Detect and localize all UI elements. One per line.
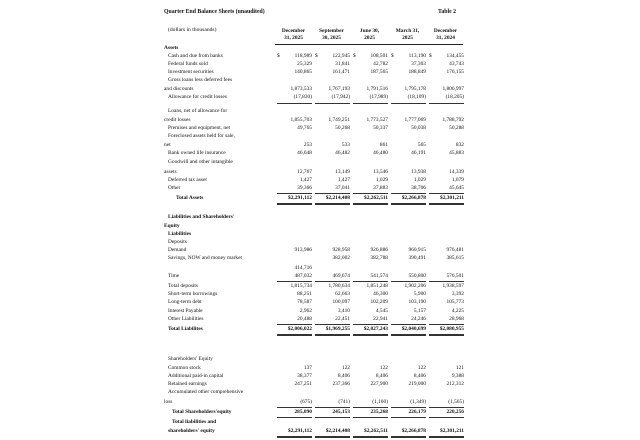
underline: [315, 407, 350, 408]
section-heading-assets: [164, 46, 466, 53]
table-row-net-loans-label: [164, 109, 466, 116]
cell-value: (17,830): [293, 94, 312, 100]
underline: [353, 407, 388, 408]
cell-value: 20,488: [297, 316, 312, 322]
underline: [315, 324, 350, 325]
currency-symbol: $: [353, 53, 356, 59]
cell-value: $2,040,699: [401, 326, 426, 332]
cell-value: [275, 54, 312, 59]
cell-value: (1,565): [448, 399, 464, 405]
row-label: Total Shareholders'equity: [172, 409, 232, 415]
row-label: Additional paid-in capital: [168, 373, 224, 379]
row-label: net: [164, 142, 171, 148]
cell-value: 88,251: [297, 291, 312, 297]
cell-value: 103,190: [408, 299, 426, 305]
text: 118,989: [294, 53, 312, 59]
table-row-cash: [164, 54, 466, 61]
underline: [429, 281, 464, 282]
cell-value: 1,029: [375, 177, 388, 183]
cell-value: 121: [455, 365, 464, 371]
cell-value: 1,773,527: [366, 117, 388, 123]
cell-value: 2,962: [299, 308, 312, 314]
cell-value: $2,027,243: [363, 326, 388, 332]
table-row-st-borrowings: [164, 292, 466, 299]
cell-value: 1,806,997: [442, 86, 464, 92]
underline: [315, 193, 350, 194]
title-row: [164, 10, 466, 18]
cell-value: 13,546: [373, 169, 388, 175]
table-row-savings-overflow: [164, 266, 466, 273]
section-heading-deposits: [164, 240, 466, 247]
cell-value: $2,266,878: [401, 195, 426, 201]
underline: [277, 193, 312, 194]
cell-value: 1,902,206: [404, 283, 426, 289]
cell-value: 188,849: [408, 69, 426, 75]
cell-value: 487,032: [294, 273, 312, 279]
cell-value: 12,767: [297, 169, 312, 175]
table-row-deferred-tax: [164, 178, 466, 185]
cell-value: 390,491: [408, 255, 426, 261]
cell-value: 212,312: [446, 381, 464, 387]
cell-value: 1,749,251: [328, 117, 350, 123]
cell-value: 50,337: [373, 125, 388, 131]
currency-symbol: $: [429, 53, 432, 59]
cell-value: 46,300: [373, 291, 388, 297]
cell-value: 24,246: [411, 316, 426, 322]
cell-value: 960,915: [408, 247, 426, 253]
underline: [391, 324, 426, 325]
row-label: Total liabilities and: [172, 419, 217, 425]
row-label: Gross loans less deferred fees: [168, 77, 233, 83]
row-label: Interest Payable: [168, 308, 203, 314]
table-row-interest-payable: [164, 309, 466, 316]
column-header: [164, 28, 466, 44]
row-label: Total deposits: [168, 283, 199, 289]
double-underline: [353, 334, 388, 336]
cell-value: 46,480: [373, 150, 388, 156]
text: 31, 2024: [436, 35, 455, 41]
cell-value: $2,262,511: [364, 428, 388, 434]
cell-value: (675): [300, 399, 312, 405]
cell-value: (1,160): [372, 399, 388, 405]
cell-value: (18,109): [407, 94, 426, 100]
double-underline: [353, 436, 388, 438]
cell-value: 1,938,597: [442, 283, 464, 289]
cell-value: $2,214,408: [325, 428, 350, 434]
cell-value: 861: [379, 142, 388, 148]
row-label: Other Liabilities: [168, 316, 204, 322]
text: 2025: [364, 35, 375, 41]
underline: [277, 281, 312, 282]
cell-value: 9,388: [451, 373, 464, 379]
cell-value: 926,886: [370, 247, 388, 253]
cell-value: [313, 54, 350, 59]
table-row-savings: [164, 256, 466, 263]
text: March 31,: [395, 28, 420, 34]
cell-value: 105,773: [446, 299, 464, 305]
cell-value: 237,366: [332, 381, 350, 387]
text: 30, 2025: [322, 35, 341, 41]
table-row-goodwill-label: [164, 160, 466, 167]
text: December: [281, 28, 306, 34]
text: June 30,: [359, 28, 380, 34]
text: 122,945: [332, 53, 350, 59]
column-header-sep-2025: [313, 28, 350, 42]
cell-value: 46,482: [335, 150, 350, 156]
row-label: Long-term debt: [168, 299, 202, 305]
table-row-fed-funds: [164, 62, 466, 69]
table-row-aoci: [164, 400, 466, 407]
double-underline: [277, 334, 312, 336]
section-heading-liabilities: [164, 232, 466, 239]
cell-value: 22,941: [373, 316, 388, 322]
cell-value: $2,006,022: [287, 326, 312, 332]
cell-value: 541,574: [370, 273, 388, 279]
double-underline: [315, 334, 350, 336]
table-row-demand: [164, 248, 466, 255]
row-label: Liabilities: [168, 231, 192, 237]
row-label: Bank owned life insurance: [168, 150, 226, 156]
underline: [391, 407, 426, 408]
cell-value: 161,471: [332, 69, 350, 75]
row-label: Investment securities: [168, 69, 214, 75]
row-label: Time: [168, 273, 180, 279]
cell-value: 5,900: [413, 291, 426, 297]
table-row-goodwill: [164, 170, 466, 177]
cell-value: 1,855,703: [290, 117, 312, 123]
underline: [315, 417, 350, 418]
text: 113,190: [408, 53, 426, 59]
cell-value: 1,427: [299, 177, 312, 183]
row-label: Other: [168, 185, 181, 191]
double-underline: [429, 203, 464, 205]
double-underline: [391, 436, 426, 438]
double-underline: [353, 203, 388, 205]
cell-value: 122: [417, 365, 426, 371]
table-row-premises: [164, 126, 466, 133]
cell-value: 235,268: [370, 409, 388, 415]
table-row-time: [164, 274, 466, 281]
cell-value: $2,301,211: [440, 428, 464, 434]
table-row-total-le: [164, 429, 466, 436]
cell-value: 382,002: [332, 255, 350, 261]
row-label: Cash and due from banks: [168, 53, 223, 59]
cell-value: 4,545: [375, 308, 388, 314]
currency-symbol: $: [315, 53, 318, 59]
table-row-common-stock: [164, 366, 466, 373]
cell-value: 122: [341, 365, 350, 371]
row-label: Goodwill and other intangible: [168, 159, 233, 165]
text: September: [319, 28, 344, 34]
cell-value: 140,865: [294, 69, 312, 75]
underline: [353, 324, 388, 325]
table-row-other-liabilities: [164, 317, 466, 324]
cell-value: 1,029: [413, 177, 426, 183]
cell-value: 414,716: [294, 265, 312, 271]
table-label: Table 2: [438, 9, 456, 15]
cell-value: $1,969,255: [325, 326, 350, 332]
cell-value: 3,410: [337, 308, 350, 314]
row-label: Total Assets: [176, 195, 204, 201]
cell-value: 45,645: [449, 185, 464, 191]
cell-value: 3,392: [451, 291, 464, 297]
cell-value: 8,406: [413, 373, 426, 379]
cell-value: 913,986: [294, 247, 312, 253]
text: 134,455: [446, 53, 464, 59]
cell-value: $2,291,112: [288, 195, 312, 201]
cell-value: 533: [341, 142, 350, 148]
cell-value: 50,268: [335, 125, 350, 131]
underline: [429, 417, 464, 418]
cell-value: 1,851,248: [366, 283, 388, 289]
cell-value: 50,038: [411, 125, 426, 131]
double-underline: [429, 436, 464, 438]
cell-value: 22,451: [335, 316, 350, 322]
cell-value: 1,795,178: [404, 86, 426, 92]
text: 31, 2025: [284, 35, 303, 41]
units-label: (dollars in thousands): [168, 27, 217, 33]
cell-value: 102,209: [370, 299, 388, 305]
underline: [391, 193, 426, 194]
currency-symbol: $: [277, 53, 280, 59]
table-row-boli: [164, 151, 466, 158]
underline: [277, 324, 312, 325]
cell-value: 43,743: [449, 61, 464, 67]
document-title: Quarter End Balance Sheets (unaudited): [164, 9, 265, 15]
row-label: Accumulated other comprehensive: [168, 389, 244, 395]
cell-value: 1,873,533: [290, 86, 312, 92]
cell-value: 4,225: [451, 308, 464, 314]
cell-value: 976,481: [446, 247, 464, 253]
table-row-total-deposits: [164, 284, 466, 291]
underline: [353, 193, 388, 194]
cell-value: 469,674: [332, 273, 350, 279]
table-row-investments: [164, 70, 466, 77]
cell-value: 187,565: [370, 69, 388, 75]
cell-value: 832: [455, 142, 464, 148]
cell-value: 247,251: [294, 381, 312, 387]
row-label: assets: [164, 169, 177, 175]
row-label: Demand: [168, 247, 187, 253]
cell-value: [351, 54, 388, 59]
cell-value: 37,883: [373, 185, 388, 191]
table-row-apic: [164, 374, 466, 381]
section-heading-equity: [164, 224, 466, 231]
row-label: Short-term borrowings: [168, 291, 218, 297]
text: 108,501: [370, 53, 388, 59]
cell-value: 576,501: [446, 273, 464, 279]
cell-value: 137: [303, 365, 312, 371]
cell-value: $2,266,878: [401, 428, 426, 434]
text: 2025: [402, 35, 413, 41]
row-label: Equity: [164, 223, 180, 229]
cell-value: 46,191: [411, 150, 426, 156]
cell-value: 38,377: [297, 373, 312, 379]
cell-value: 220,256: [446, 409, 464, 415]
row-label: shareholders' equity: [168, 428, 215, 434]
row-label: Retained earnings: [168, 381, 207, 387]
table-row-total-liabilities: [164, 327, 466, 334]
table-row-gross-loans: [164, 87, 466, 94]
cell-value: 565: [417, 142, 426, 148]
cell-value: 1,780,634: [328, 283, 350, 289]
cell-value: (18,205): [445, 94, 464, 100]
cell-value: $2,214,408: [325, 195, 350, 201]
row-label: Common stock: [168, 365, 201, 371]
cell-value: 31,841: [335, 61, 350, 67]
cell-value: 1,791,516: [366, 86, 388, 92]
table-row-gross-loans-label: [164, 78, 466, 85]
cell-value: 1,815,734: [290, 283, 312, 289]
row-label: Total Liabilites: [168, 326, 203, 332]
cell-value: 8,406: [375, 373, 388, 379]
row-label: Assets: [164, 45, 179, 51]
underline: [315, 103, 350, 104]
cell-value: 1,767,193: [328, 86, 350, 92]
double-underline: [429, 334, 464, 336]
row-label: loss: [164, 399, 173, 405]
cell-value: [389, 54, 426, 59]
cell-value: 122: [379, 365, 388, 371]
row-label: Shareholders' Equity: [168, 356, 213, 362]
underline: [353, 103, 388, 104]
double-underline: [315, 436, 350, 438]
cell-value: (1,349): [410, 399, 426, 405]
cell-value: 45,883: [449, 150, 464, 156]
cell-value: (17,989): [369, 94, 388, 100]
cell-value: 245,153: [332, 409, 350, 415]
cell-value: 253: [303, 142, 312, 148]
row-label: and discounts: [164, 86, 194, 92]
cell-value: 550,800: [408, 273, 426, 279]
cell-value: 37,303: [411, 61, 426, 67]
double-underline: [277, 436, 312, 438]
cell-value: 226,179: [408, 409, 426, 415]
cell-value: 14,339: [449, 169, 464, 175]
table-row-net-loans: [164, 118, 466, 125]
underline: [429, 407, 464, 408]
table-row-aoci-label: [164, 390, 466, 397]
double-underline: [315, 203, 350, 205]
cell-value: $2,301,211: [440, 195, 464, 201]
cell-value: 42,782: [373, 61, 388, 67]
underline: [277, 417, 312, 418]
cell-value: 100,097: [332, 299, 350, 305]
table-row-other-assets: [164, 186, 466, 193]
cell-value: $2,291,112: [288, 428, 312, 434]
row-label: Allowance for credit losses: [168, 94, 227, 100]
row-label: Deposits: [168, 239, 187, 245]
column-header-mar-2025: [389, 28, 426, 42]
cell-value: 928,958: [332, 247, 350, 253]
underline: [429, 103, 464, 104]
underline: [391, 281, 426, 282]
row-label: Foreclosed assets held for sale,: [168, 133, 235, 139]
cell-value: [427, 54, 464, 59]
cell-value: 13,938: [411, 169, 426, 175]
text: December: [433, 28, 458, 34]
cell-value: (17,942): [331, 94, 350, 100]
column-header-dec-2025: [275, 28, 312, 42]
cell-value: 1,788,792: [442, 117, 464, 123]
cell-value: $2,262,511: [364, 195, 388, 201]
underline: [277, 407, 312, 408]
cell-value: 28,968: [449, 316, 464, 322]
cell-value: 1,079: [451, 177, 464, 183]
underline: [429, 193, 464, 194]
underline: [277, 103, 312, 104]
row-label: Federal funds sold: [168, 61, 208, 67]
cell-value: 38,706: [411, 185, 426, 191]
cell-value: 25,329: [297, 61, 312, 67]
row-label: credit losses: [164, 117, 191, 123]
underline: [353, 281, 388, 282]
cell-value: 227,900: [370, 381, 388, 387]
double-underline: [391, 334, 426, 336]
cell-value: (741): [338, 399, 350, 405]
cell-value: 78,587: [297, 299, 312, 305]
cell-value: 219,000: [408, 381, 426, 387]
row-label: Loans, net of allowance for: [168, 108, 228, 114]
table-row-allowance: [164, 95, 466, 102]
table-row-total-equity: [164, 410, 466, 417]
cell-value: 1,427: [337, 177, 350, 183]
underline: [315, 281, 350, 282]
cell-value: $2,080,955: [439, 326, 464, 332]
cell-value: 176,155: [446, 69, 464, 75]
double-underline: [277, 203, 312, 205]
cell-value: 37,041: [335, 185, 350, 191]
cell-value: 46,648: [297, 150, 312, 156]
column-header-dec-2024: [427, 28, 464, 42]
underline: [391, 103, 426, 104]
section-heading-liab-equity: [164, 215, 466, 222]
column-header-jun-2025: [351, 28, 388, 42]
double-underline: [391, 203, 426, 205]
section-heading-shareholders-equity: [164, 357, 466, 364]
row-label: Savings, NOW and money market: [168, 255, 243, 261]
table-row-foreclosed: [164, 143, 466, 150]
row-label: Liabilities and Shareholders': [168, 214, 235, 220]
underline: [353, 417, 388, 418]
cell-value: 8,406: [337, 373, 350, 379]
row-label: Deferred tax asset: [168, 177, 207, 183]
header-rule: [275, 44, 463, 45]
currency-symbol: $: [391, 53, 394, 59]
table-row-lt-debt: [164, 300, 466, 307]
table-row-retained-earnings: [164, 382, 466, 389]
cell-value: 13,149: [335, 169, 350, 175]
cell-value: 385,615: [446, 255, 464, 261]
cell-value: 5,157: [413, 308, 426, 314]
table-row-total-assets: [164, 196, 466, 203]
cell-value: 50,288: [449, 125, 464, 131]
cell-value: 62,663: [335, 291, 350, 297]
cell-value: 285,090: [294, 409, 312, 415]
row-label: Premises and equipment, net: [168, 125, 230, 131]
cell-value: 1,777,069: [404, 117, 426, 123]
table-row-foreclosed-label: [164, 134, 466, 141]
cell-value: 382,788: [370, 255, 388, 261]
underline: [429, 324, 464, 325]
cell-value: 39,366: [297, 185, 312, 191]
table-row-total-le-label: [164, 420, 466, 427]
underline: [391, 417, 426, 418]
cell-value: 49,765: [297, 125, 312, 131]
